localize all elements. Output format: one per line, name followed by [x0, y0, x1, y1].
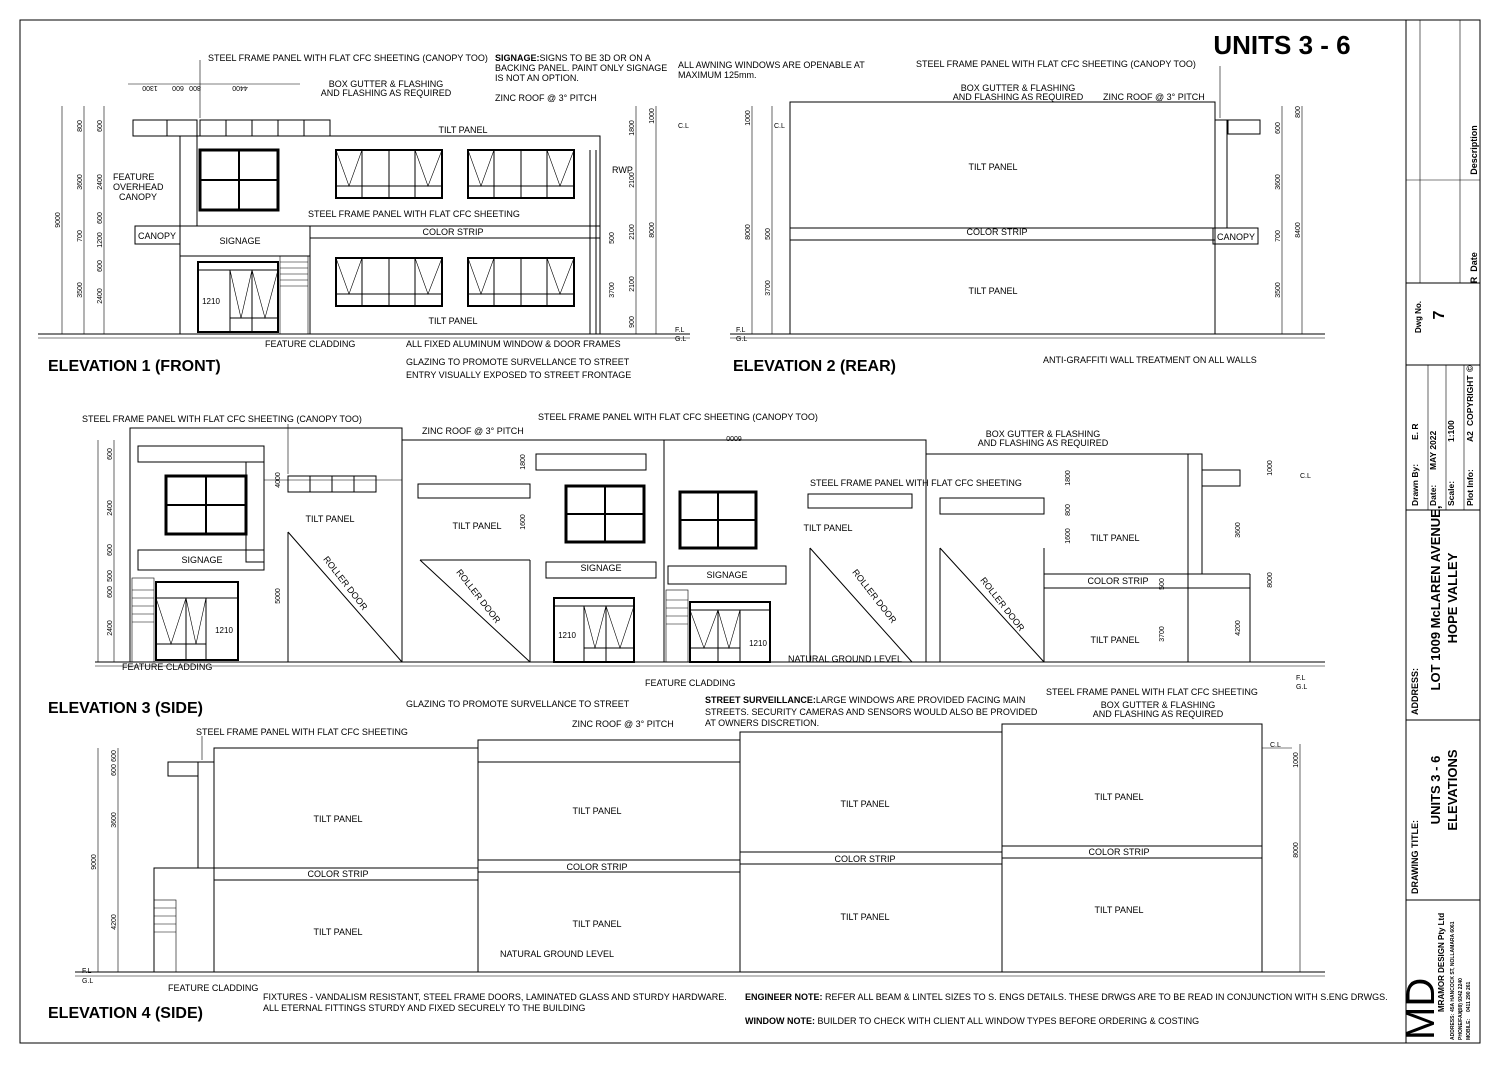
svg-text:1000: 1000 — [649, 108, 656, 124]
e1-steel-canopy-label: STEEL FRAME PANEL WITH FLAT CFC SHEETING (CANOPY TOO) — [208, 53, 488, 63]
e1-window-mid-lower — [336, 258, 442, 306]
tb-address-1: LOT 1009 McLAREN AVENUE, — [1428, 505, 1443, 691]
svg-text:6000: 6000 — [726, 434, 742, 441]
svg-text:C.L: C.L — [678, 123, 689, 130]
svg-text:600: 600 — [111, 750, 118, 762]
svg-text:1800: 1800 — [629, 120, 636, 136]
svg-text:R: R — [1469, 276, 1479, 284]
svg-text:3700: 3700 — [765, 280, 772, 296]
svg-text:1800: 1800 — [1065, 470, 1072, 486]
svg-text:2400: 2400 — [97, 174, 104, 190]
svg-text:DRAWING TITLE:: DRAWING TITLE: — [1410, 820, 1420, 894]
svg-text:1210: 1210 — [558, 631, 576, 640]
svg-text:Scale:: Scale: — [1446, 480, 1456, 506]
e1-signage-label: SIGNAGE — [219, 236, 261, 246]
svg-text:8000: 8000 — [1293, 842, 1300, 858]
e3-unit-a — [130, 428, 402, 662]
svg-text:TILT PANEL: TILT PANEL — [803, 523, 853, 533]
tb-address-2: HOPE VALLEY — [1445, 552, 1460, 644]
svg-text:STEEL FRAME PANEL WITH FLAT CF: STEEL FRAME PANEL WITH FLAT CFC SHEETING — [1046, 687, 1258, 697]
svg-text:1:100: 1:100 — [1446, 420, 1456, 442]
e3-steel-canopy-label-left: STEEL FRAME PANEL WITH FLAT CFC SHEETING (CANOPY TOO) — [82, 414, 362, 424]
svg-text:TILT PANEL: TILT PANEL — [840, 912, 890, 922]
svg-text:4000: 4000 — [275, 472, 282, 488]
svg-text:COLOR STRIP: COLOR STRIP — [566, 862, 628, 872]
svg-text:1210: 1210 — [215, 626, 233, 635]
svg-text:1300: 1300 — [142, 84, 158, 91]
svg-text:8000: 8000 — [1267, 572, 1274, 588]
svg-text:AND FLASHING AS REQUIRED: AND FLASHING AS REQUIRED — [977, 438, 1109, 448]
svg-text:600: 600 — [111, 764, 118, 776]
svg-text:CANOPY: CANOPY — [1216, 232, 1256, 242]
svg-text:PHONE/FAX:: PHONE/FAX: — [1458, 1009, 1464, 1040]
svg-text:2100: 2100 — [629, 276, 636, 292]
tb-drawing-title-2: ELEVATIONS — [1445, 749, 1460, 831]
e1-window-mid-upper — [336, 150, 442, 198]
svg-text:4200: 4200 — [1235, 620, 1242, 636]
e2-building-body — [790, 102, 1215, 334]
svg-text:TILT PANEL: TILT PANEL — [1090, 533, 1140, 543]
e1-awning-note: ALL AWNING WINDOWS ARE OPENABLE AT — [678, 60, 865, 70]
svg-text:SIGNAGE: SIGNAGE — [580, 563, 622, 573]
svg-text:8400: 8400 — [1295, 222, 1302, 238]
svg-text:1600: 1600 — [520, 514, 527, 530]
svg-text:E. R: E. R — [1410, 423, 1420, 440]
tb-logo: MD — [1399, 977, 1443, 1040]
tb-description: Description — [1469, 125, 1479, 175]
svg-text:AT OWNERS DISCRETION.: AT OWNERS DISCRETION. — [705, 718, 820, 728]
svg-text:Dwg No.: Dwg No. — [1414, 301, 1423, 333]
title-block — [1399, 20, 1480, 1040]
svg-text:8000: 8000 — [649, 222, 656, 238]
svg-text:AND FLASHING AS REQUIRED: AND FLASHING AS REQUIRED — [320, 88, 452, 98]
e1-rwp-label: RWP — [612, 165, 633, 175]
svg-text:BOX GUTTER & FLASHING: BOX GUTTER & FLASHING — [1100, 700, 1216, 710]
svg-text:TILT PANEL: TILT PANEL — [1094, 792, 1144, 802]
svg-text:G.L: G.L — [675, 336, 687, 343]
e4-unit-b — [478, 740, 740, 972]
svg-text:TILT PANEL: TILT PANEL — [452, 521, 502, 531]
svg-text:1000: 1000 — [1293, 752, 1300, 768]
svg-text:CANOPY: CANOPY — [119, 192, 158, 202]
e3-street-surveillance-note: STREET SURVEILLANCE:LARGE WINDOWS ARE PROVIDED FACING MAIN — [705, 695, 1026, 705]
elevation-3-side — [48, 412, 1325, 728]
svg-text:COLOR STRIP: COLOR STRIP — [1087, 576, 1149, 586]
svg-text:TILT PANEL: TILT PANEL — [1094, 905, 1144, 915]
svg-text:C.L: C.L — [1270, 742, 1281, 749]
svg-text:BACKING PANEL. PAINT ONLY SIGN: BACKING PANEL. PAINT ONLY SIGNAGE — [495, 63, 668, 73]
svg-text:600: 600 — [97, 212, 104, 224]
svg-text:F.L: F.L — [82, 968, 92, 975]
svg-text:2400: 2400 — [107, 500, 114, 516]
svg-text:500: 500 — [765, 228, 772, 240]
elevation-3-title: ELEVATION 3 (SIDE) — [48, 700, 203, 717]
svg-text:3700: 3700 — [609, 282, 616, 298]
svg-text:45A HANCOCK ST, NOLLAMARA 6061: 45A HANCOCK ST, NOLLAMARA 6061 — [1450, 921, 1456, 1012]
svg-text:ROLLER DOOR: ROLLER DOOR — [850, 567, 899, 626]
svg-text:ALL FIXED ALUMINUM WINDOW & DO: ALL FIXED ALUMINUM WINDOW & DOOR FRAMES — [406, 339, 621, 349]
e1-window-right-upper — [468, 150, 574, 198]
svg-text:600: 600 — [172, 84, 184, 91]
svg-text:600: 600 — [97, 120, 104, 132]
svg-text:GLAZING TO PROMOTE SURVELLANCE: GLAZING TO PROMOTE SURVELLANCE TO STREET — [406, 357, 630, 367]
e3-unit-c — [664, 440, 926, 662]
e1-feature-cladding-label: FEATURE CLADDING — [265, 339, 356, 349]
svg-text:STEEL FRAME PANEL WITH FLAT CF: STEEL FRAME PANEL WITH FLAT CFC SHEETING — [810, 478, 1022, 488]
e4-unit-a — [214, 748, 478, 972]
svg-text:G.L: G.L — [1296, 684, 1308, 691]
svg-text:ZINC ROOF @ 3° PITCH: ZINC ROOF @ 3° PITCH — [1103, 92, 1205, 102]
svg-text:TILT PANEL: TILT PANEL — [1090, 635, 1140, 645]
svg-text:9000: 9000 — [91, 854, 98, 870]
svg-text:4200: 4200 — [111, 914, 118, 930]
svg-text:500: 500 — [609, 232, 616, 244]
svg-text:ADDRESS:: ADDRESS: — [1450, 1013, 1456, 1040]
e1-entry-door — [198, 262, 278, 332]
svg-text:BOX GUTTER & FLASHING: BOX GUTTER & FLASHING — [328, 79, 444, 89]
svg-text:600: 600 — [107, 586, 114, 598]
svg-text:8000: 8000 — [745, 224, 752, 240]
svg-text:A2: A2 — [1465, 431, 1475, 442]
svg-text:9000: 9000 — [55, 212, 62, 228]
svg-text:800: 800 — [1065, 504, 1072, 516]
engineer-note: ENGINEER NOTE: REFER ALL BEAM & LINTEL SIZES TO S. ENGS DETAILS. THESE DRWGS ARE TO BE READ IN CONJUNCTION WITH S.ENG DRWGS. — [745, 992, 1388, 1002]
svg-text:500: 500 — [107, 570, 114, 582]
svg-text:2100: 2100 — [629, 224, 636, 240]
tb-dwg-no: 7 — [1431, 310, 1448, 320]
tb-drawing-title-1: UNITS 3 - 6 — [1428, 755, 1443, 825]
svg-text:TILT PANEL: TILT PANEL — [313, 814, 363, 824]
svg-text:1210: 1210 — [749, 639, 767, 648]
svg-text:600: 600 — [1275, 122, 1282, 134]
svg-text:TILT PANEL: TILT PANEL — [305, 514, 355, 524]
svg-text:COPYRIGHT: COPYRIGHT — [1465, 375, 1475, 426]
e1-canopy-column — [180, 136, 197, 226]
svg-text:1600: 1600 — [1065, 528, 1072, 544]
e2-steel-canopy-label: STEEL FRAME PANEL WITH FLAT CFC SHEETING (CANOPY TOO) — [916, 59, 1196, 69]
e1-steel-flat-label: STEEL FRAME PANEL WITH FLAT CFC SHEETING — [308, 209, 520, 219]
svg-text:FEATURE: FEATURE — [113, 172, 155, 182]
svg-text:SIGNAGE: SIGNAGE — [706, 570, 748, 580]
svg-text:3600: 3600 — [111, 812, 118, 828]
svg-text:OVERHEAD: OVERHEAD — [113, 182, 164, 192]
e2-canopy-column — [1215, 120, 1227, 228]
svg-text:3500: 3500 — [77, 282, 84, 298]
svg-text:900: 900 — [629, 316, 636, 328]
e2-anti-graffiti-note: ANTI-GRAFFITI WALL TREATMENT ON ALL WALLS — [1043, 355, 1257, 365]
svg-text:GLAZING TO PROMOTE SURVELLANCE: GLAZING TO PROMOTE SURVELLANCE TO STREET — [406, 699, 630, 709]
svg-text:ADDRESS:: ADDRESS: — [1410, 667, 1420, 715]
elevation-2-rear — [730, 59, 1325, 375]
svg-text:ZINC ROOF @ 3° PITCH: ZINC ROOF @ 3° PITCH — [572, 719, 674, 729]
svg-text:800: 800 — [77, 120, 84, 132]
svg-text:600: 600 — [107, 544, 114, 556]
elevation-4-title: ELEVATION 4 (SIDE) — [48, 1005, 203, 1022]
svg-text:1210: 1210 — [202, 297, 220, 306]
svg-text:AND FLASHING AS REQUIRED: AND FLASHING AS REQUIRED — [1092, 709, 1224, 719]
e2-tilt-panel-top: TILT PANEL — [968, 162, 1018, 172]
e1-window-right-lower — [468, 258, 574, 306]
svg-text:MAXIMUM 125mm.: MAXIMUM 125mm. — [678, 70, 757, 80]
svg-text:ROLLER DOOR: ROLLER DOOR — [454, 567, 503, 626]
e2-tilt-panel-bottom: TILT PANEL — [968, 286, 1018, 296]
svg-text:COLOR STRIP: COLOR STRIP — [1088, 847, 1150, 857]
svg-text:600: 600 — [107, 448, 114, 460]
elevation-2-title: ELEVATION 2 (REAR) — [733, 358, 896, 375]
svg-text:700: 700 — [1275, 230, 1282, 242]
svg-text:G.L: G.L — [82, 978, 94, 985]
svg-text:3600: 3600 — [1235, 522, 1242, 538]
e2-color-strip: COLOR STRIP — [966, 227, 1028, 237]
e1-tilt-panel-top: TILT PANEL — [438, 125, 488, 135]
sheet-title: UNITS 3 - 6 — [1213, 30, 1351, 60]
svg-text:3500: 3500 — [1275, 282, 1282, 298]
svg-text:800: 800 — [189, 84, 201, 91]
elevation-4-side — [48, 719, 1388, 1026]
svg-text:3700: 3700 — [1159, 626, 1166, 642]
svg-text:MAY 2022: MAY 2022 — [1428, 430, 1438, 470]
svg-text:G.L: G.L — [736, 336, 748, 343]
e1-tilt-panel-bottom: TILT PANEL — [428, 316, 478, 326]
svg-text:TILT PANEL: TILT PANEL — [840, 799, 890, 809]
svg-text:Plot Info:: Plot Info: — [1465, 469, 1475, 506]
e3-steel-canopy-label-right: STEEL FRAME PANEL WITH FLAT CFC SHEETING (CANOPY TOO) — [538, 412, 818, 422]
svg-text:TILT PANEL: TILT PANEL — [313, 927, 363, 937]
svg-text:1200: 1200 — [97, 232, 104, 248]
svg-text:F.L: F.L — [1296, 675, 1306, 682]
svg-text:STEEL FRAME PANEL WITH FLAT CF: STEEL FRAME PANEL WITH FLAT CFC SHEETING — [196, 727, 408, 737]
svg-text:600: 600 — [97, 260, 104, 272]
svg-text:1000: 1000 — [1267, 460, 1274, 476]
svg-text:BOX GUTTER & FLASHING: BOX GUTTER & FLASHING — [960, 83, 1076, 93]
svg-text:500: 500 — [1159, 578, 1166, 590]
svg-text:3600: 3600 — [77, 174, 84, 190]
svg-text:ROLLER DOOR: ROLLER DOOR — [321, 554, 370, 613]
svg-text:C.L: C.L — [774, 123, 785, 130]
window-note: WINDOW NOTE: BUILDER TO CHECK WITH CLIENT ALL WINDOW TYPES BEFORE ORDERING & COSTING — [745, 1016, 1200, 1026]
svg-text:TILT PANEL: TILT PANEL — [572, 919, 622, 929]
svg-text:FEATURE CLADDING: FEATURE CLADDING — [645, 678, 736, 688]
svg-text:2100: 2100 — [629, 172, 636, 188]
svg-text:3600: 3600 — [1275, 174, 1282, 190]
svg-text:ENTRY VISUALLY EXPOSED TO STRE: ENTRY VISUALLY EXPOSED TO STREET FRONTAGE — [406, 370, 632, 380]
e1-canopy-label: CANOPY — [137, 231, 177, 241]
svg-text:0411 290 261: 0411 290 261 — [1466, 981, 1472, 1012]
svg-text:NATURAL GROUND LEVEL: NATURAL GROUND LEVEL — [788, 654, 903, 664]
svg-text:5000: 5000 — [275, 588, 282, 604]
svg-text:TILT PANEL: TILT PANEL — [572, 806, 622, 816]
svg-text:STREETS. SECURITY CAMERAS AND: STREETS. SECURITY CAMERAS AND SENSORS WOULD ALSO BE PROVIDED — [705, 707, 1038, 717]
e1-signage-note: SIGNAGE:SIGNS TO BE 3D OR ON A — [495, 53, 651, 63]
tb-company: MRAMOR DESIGN Pty Ltd — [1437, 912, 1446, 1012]
svg-text:Drawn By:: Drawn By: — [1410, 463, 1420, 506]
svg-text:COLOR STRIP: COLOR STRIP — [834, 854, 896, 864]
svg-text:2400: 2400 — [107, 620, 114, 636]
svg-text:700: 700 — [77, 230, 84, 242]
svg-text:2400: 2400 — [97, 288, 104, 304]
svg-text:Date:: Date: — [1428, 484, 1438, 506]
svg-text:1000: 1000 — [745, 110, 752, 126]
svg-text:F.L: F.L — [675, 327, 685, 334]
svg-text:NATURAL GROUND LEVEL: NATURAL GROUND LEVEL — [500, 949, 615, 959]
svg-text:Date: Date — [1469, 252, 1479, 272]
elevation-1-title: ELEVATION 1 (FRONT) — [48, 358, 221, 375]
svg-text:FEATURE CLADDING: FEATURE CLADDING — [168, 983, 259, 993]
svg-text:1800: 1800 — [520, 454, 527, 470]
svg-text:SIGNAGE: SIGNAGE — [181, 555, 223, 565]
e3-unit-b — [402, 440, 664, 662]
e1-window-left — [200, 150, 278, 210]
svg-text:COLOR STRIP: COLOR STRIP — [307, 869, 369, 879]
svg-text:IS NOT AN OPTION.: IS NOT AN OPTION. — [495, 73, 579, 83]
svg-text:4400: 4400 — [232, 84, 248, 91]
svg-text:BOX GUTTER & FLASHING: BOX GUTTER & FLASHING — [985, 429, 1101, 439]
e1-color-strip: COLOR STRIP — [422, 227, 484, 237]
svg-text:F.L: F.L — [736, 327, 746, 334]
svg-text:C.L: C.L — [1300, 473, 1311, 480]
svg-text:800: 800 — [1295, 106, 1302, 118]
svg-text:AND FLASHING AS REQUIRED: AND FLASHING AS REQUIRED — [952, 92, 1084, 102]
svg-text:(08) 9342 2240: (08) 9342 2240 — [1458, 978, 1464, 1012]
svg-text:FEATURE CLADDING: FEATURE CLADDING — [122, 662, 213, 672]
svg-text:ZINC ROOF @ 3° PITCH: ZINC ROOF @ 3° PITCH — [422, 426, 524, 436]
svg-text:ALL ETERNAL FITTINGS STURDY AN: ALL ETERNAL FITTINGS STURDY AND FIXED SECURELY TO THE BUILDING — [263, 1003, 586, 1013]
svg-text:ZINC ROOF @ 3° PITCH: ZINC ROOF @ 3° PITCH — [495, 93, 597, 103]
e4-fixtures-note: FIXTURES - VANDALISM RESISTANT, STEEL FRAME DOORS, LAMINATED GLASS AND STURDY HARDWARE. — [263, 992, 727, 1002]
svg-text:MOBILE:: MOBILE: — [1466, 1018, 1472, 1040]
e1-building-body — [180, 136, 600, 334]
svg-text:©: © — [1465, 365, 1475, 372]
svg-text:ROLLER DOOR: ROLLER DOOR — [978, 575, 1027, 634]
